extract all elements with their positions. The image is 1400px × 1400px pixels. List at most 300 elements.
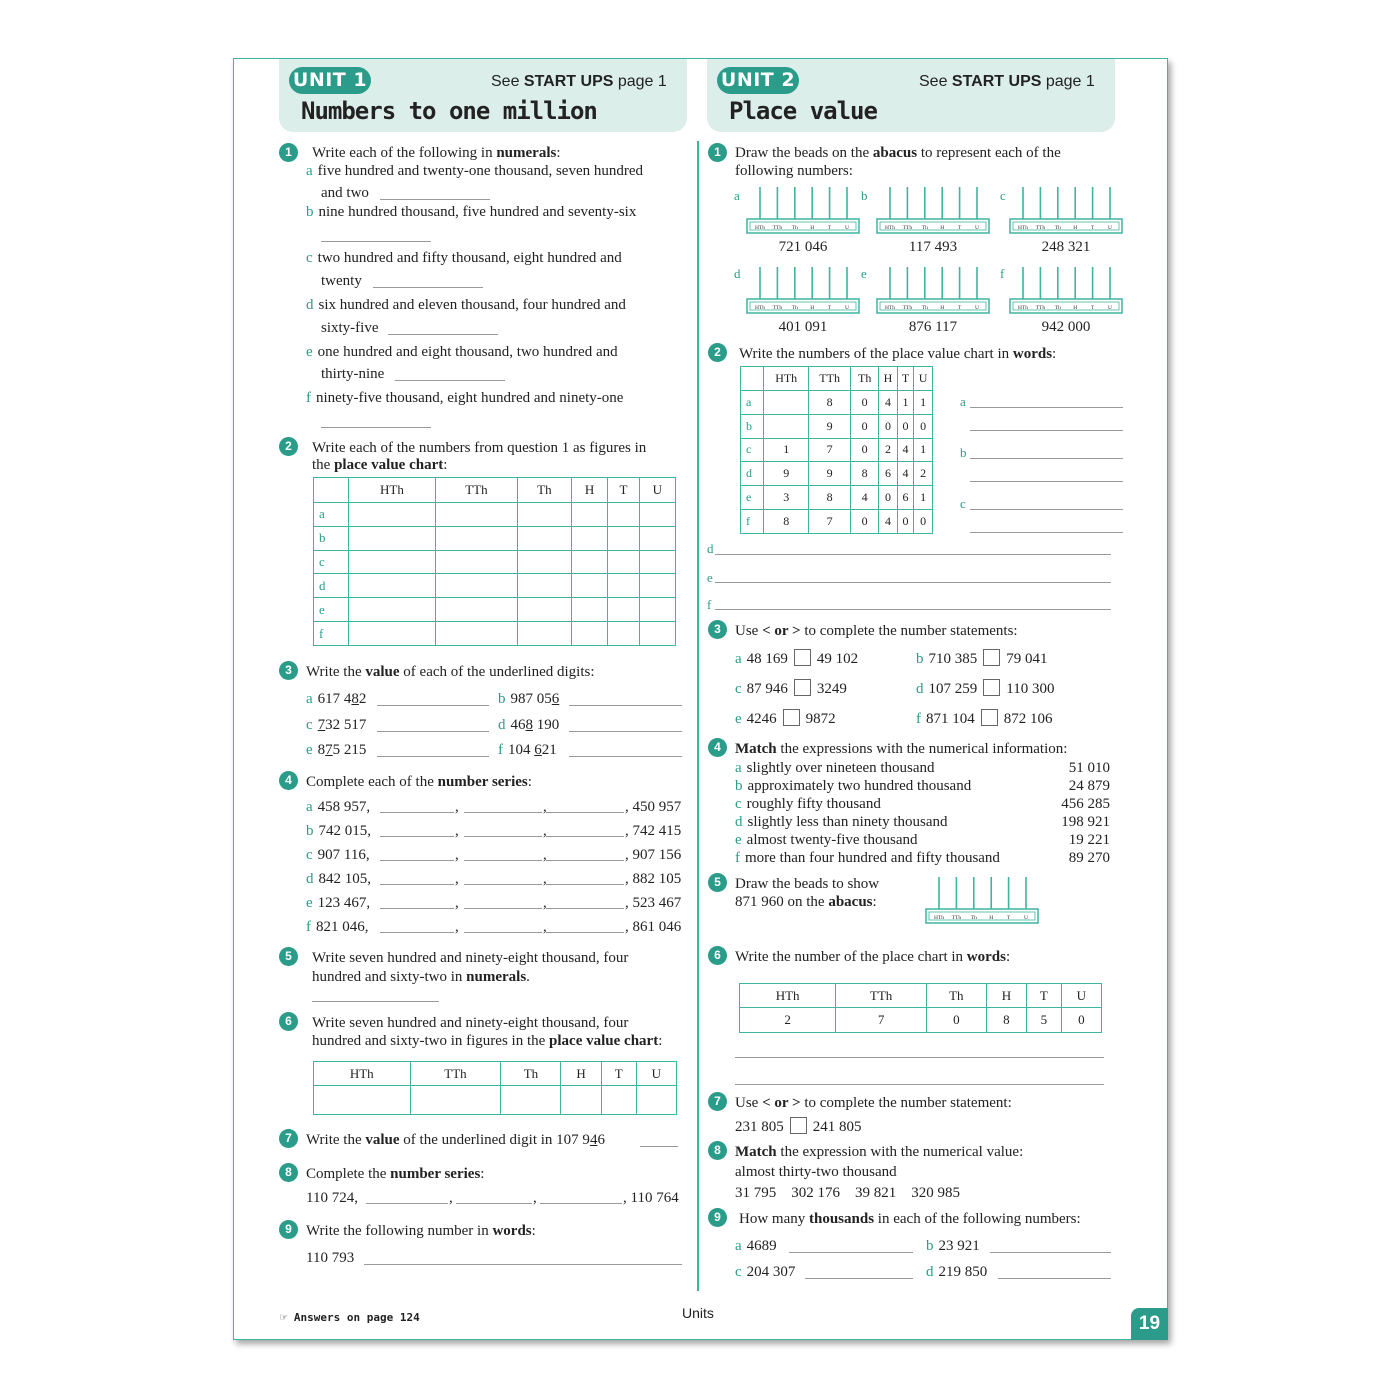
u1-q4-blank[interactable]: [464, 860, 542, 861]
column-header: U: [639, 478, 675, 503]
abacus-place-label: H: [940, 225, 945, 231]
column-header: TTh: [836, 984, 927, 1008]
u2-q9a-answer-line[interactable]: [789, 1252, 913, 1253]
answer-cell[interactable]: [435, 550, 517, 574]
u2-q2-instruction: Write the numbers of the place value chart in words:: [739, 346, 1057, 362]
u2-q1-abacus[interactable]: [876, 185, 990, 237]
u1-q1f-answer-line[interactable]: [321, 427, 431, 428]
u2-q3-statement: f 871 104 872 106: [916, 711, 1053, 727]
u2-q2c-answer-line-2[interactable]: [970, 532, 1123, 533]
u2-q3-statement: d 107 259 110 300: [916, 681, 1055, 697]
u1-q4-comma: ,: [455, 799, 459, 815]
abacus-place-label: HTh: [884, 225, 896, 231]
u2-q2-bottom-label: e: [707, 570, 713, 585]
abacus-place-label: Th: [921, 305, 928, 311]
u2-q7-statement: 231 805 241 805: [735, 1119, 862, 1135]
workbook-page: [233, 58, 1168, 1340]
u2-q2b-answer-line-2[interactable]: [970, 481, 1123, 482]
u1-q3c-answer-line[interactable]: [377, 731, 489, 732]
comparison-box[interactable]: [794, 649, 811, 666]
u2-q9b-answer-line[interactable]: [990, 1252, 1111, 1253]
u2-q4-value[interactable]: 456 285: [1061, 796, 1110, 812]
column-header: Th: [501, 1062, 561, 1086]
column-header: Th: [517, 478, 571, 503]
u2-q9d-answer-line[interactable]: [998, 1278, 1111, 1279]
digit-cell: 9: [809, 414, 851, 438]
u1-q3c: c 732 517: [306, 717, 367, 733]
u2-q9b: b 23 921: [926, 1238, 980, 1254]
abacus-place-label: TTh: [1035, 225, 1046, 231]
comparison-box[interactable]: [794, 679, 811, 696]
answer-cell[interactable]: [561, 1086, 601, 1115]
answer-cell[interactable]: [571, 503, 607, 527]
answer-cell[interactable]: [639, 598, 675, 622]
answer-cell[interactable]: [639, 503, 675, 527]
u1-q7-answer-line[interactable]: [640, 1146, 678, 1147]
column-header: HTh: [764, 367, 809, 391]
u1-q4-comma: ,: [543, 823, 547, 839]
row-label: f: [314, 622, 349, 646]
abacus-place-label: T: [957, 305, 962, 311]
u1-q6-instruction: Write seven hundred and ninety-eight thousand, four: [312, 1015, 629, 1031]
u2-q5-instruction-line2: 871 960 on the abacus:: [735, 894, 877, 910]
unit1-badge: UNIT 1: [289, 67, 371, 94]
column-header: HTh: [349, 478, 436, 503]
match-value[interactable]: 39 821: [855, 1185, 897, 1201]
comparison-box[interactable]: [981, 709, 998, 726]
u1-q4-comma: ,: [455, 847, 459, 863]
u1-q1d-answer-line[interactable]: [388, 334, 498, 335]
column-header: TTh: [410, 1062, 501, 1086]
u1-q8-number: 8: [279, 1163, 298, 1182]
answer-cell[interactable]: [517, 622, 571, 646]
section-label: Units: [682, 1305, 714, 1321]
answer-cell[interactable]: [517, 550, 571, 574]
abacus-place-label: H: [810, 305, 815, 311]
digit-cell: 0: [851, 414, 879, 438]
u1-q4-blank[interactable]: [546, 908, 624, 909]
match-value[interactable]: 302 176: [791, 1185, 840, 1201]
u1-q4-blank[interactable]: [546, 812, 624, 813]
u2-q6-answer-line-2[interactable]: [735, 1084, 1104, 1085]
u1-q1d: d six hundred and eleven thousand, four hundred and: [306, 297, 626, 313]
u2-q5-abacus[interactable]: [925, 875, 1039, 927]
u2-q6-number: 6: [708, 946, 727, 965]
answer-cell[interactable]: [636, 1086, 676, 1115]
u1-q1a: a five hundred and twenty-one thousand, seven hundred: [306, 163, 643, 179]
u2-q2-side-label: a: [960, 394, 966, 409]
row-label: a: [314, 503, 349, 527]
answer-cell[interactable]: [435, 598, 517, 622]
u1-q5-instruction: Write seven hundred and ninety-eight thousand, four: [312, 950, 629, 966]
column-header: H: [571, 478, 607, 503]
u1-q4-row: e 123 467,: [306, 895, 371, 911]
answer-cell[interactable]: [435, 526, 517, 550]
u1-q1-instruction: Write each of the following in numerals:: [312, 145, 561, 161]
u1-q4-end: , 861 046: [625, 919, 682, 935]
digit-cell: 1: [914, 486, 933, 510]
u1-q1b-answer-line[interactable]: [321, 241, 431, 242]
u2-q4-value[interactable]: 89 270: [1068, 850, 1110, 866]
u1-q4-comma: ,: [455, 895, 459, 911]
column-header: T: [608, 478, 639, 503]
comparison-box[interactable]: [983, 679, 1000, 696]
u1-q3-number: 3: [279, 661, 298, 680]
u1-q8-instruction: Complete the number series:: [306, 1166, 485, 1182]
answer-cell[interactable]: [517, 598, 571, 622]
row-label: b: [314, 526, 349, 550]
abacus-place-label: TTh: [951, 915, 962, 921]
u2-q9a: a 4689: [735, 1238, 777, 1254]
u1-q4-blank[interactable]: [380, 860, 454, 861]
abacus-place-label: TTh: [902, 225, 913, 231]
digit-cell: 1: [897, 390, 913, 414]
u2-q5-instruction: Draw the beads to show: [735, 876, 880, 892]
u1-q4-row: a 458 957,: [306, 799, 371, 815]
u2-q3-statement: e 4246 9872: [735, 711, 836, 727]
u1-q1a-answer-line[interactable]: [380, 199, 490, 200]
abacus-place-label: T: [827, 305, 832, 311]
u2-q1-abacus[interactable]: [746, 185, 860, 237]
u1-q3b: b 987 056: [498, 691, 560, 707]
digit-cell: 4: [897, 438, 913, 462]
column-divider: [697, 141, 699, 1291]
abacus-place-label: H: [1073, 225, 1078, 231]
u1-q3d: d 468 190: [498, 717, 560, 733]
answers-reference: ☞ Answers on page 124: [280, 1310, 420, 1324]
u2-q4-expression[interactable]: e almost twenty-five thousand: [735, 832, 918, 848]
u2-q2d-answer-line[interactable]: [715, 554, 1111, 555]
abacus-place-label: H: [940, 305, 945, 311]
answer-cell[interactable]: [435, 574, 517, 598]
pointing-hand-icon: ☞: [280, 1310, 288, 1324]
digit-cell: 0: [1061, 1008, 1101, 1033]
u2-q4-expression[interactable]: a slightly over nineteen thousand: [735, 760, 935, 776]
answer-cell[interactable]: [601, 1086, 636, 1115]
abacus-place-label: U: [1108, 225, 1112, 231]
answer-cell[interactable]: [349, 550, 436, 574]
abacus-place-label: HTh: [754, 305, 766, 311]
answer-cell[interactable]: [639, 526, 675, 550]
u2-q3-instruction: Use < or > to complete the number statements:: [735, 623, 1018, 639]
u1-q9-answer-line[interactable]: [364, 1264, 682, 1265]
u2-q2-bottom-label: f: [707, 597, 712, 612]
u1-q4-blank[interactable]: [546, 884, 624, 885]
column-header: TTh: [435, 478, 517, 503]
u1-q3f: f 104 621: [498, 742, 557, 758]
u1-q4-blank[interactable]: [380, 932, 454, 933]
u1-q4-blank[interactable]: [380, 836, 454, 837]
row-label: c: [314, 550, 349, 574]
digit-cell: 2: [914, 462, 933, 486]
u1-q8-comma: ,: [533, 1190, 537, 1206]
unit2-header: [707, 59, 1115, 132]
u1-q4-blank[interactable]: [546, 836, 624, 837]
u2-q3-statement: a 48 169 49 102: [735, 651, 859, 667]
digit-cell: 0: [914, 414, 933, 438]
u2-q7-instruction: Use < or > to complete the number statement:: [735, 1095, 1012, 1111]
abacus-place-label: H: [989, 915, 994, 921]
u1-q3d-answer-line[interactable]: [569, 731, 682, 732]
column-header: T: [1027, 984, 1062, 1008]
abacus-place-label: Th: [921, 225, 928, 231]
u1-q8-blank-2[interactable]: [456, 1203, 532, 1204]
u2-q9d: d 219 850: [926, 1264, 988, 1280]
abacus-place-label: HTh: [884, 305, 896, 311]
answer-cell[interactable]: [435, 622, 517, 646]
row-label: e: [314, 598, 349, 622]
answer-cell[interactable]: [639, 550, 675, 574]
u2-q8-number: 8: [708, 1141, 727, 1160]
u1-q1c: c two hundred and fifty thousand, eight hundred and: [306, 250, 622, 266]
u2-q1-abacus-number: 401 091: [778, 319, 828, 335]
u1-q1e-answer-line[interactable]: [395, 380, 505, 381]
answer-cell[interactable]: [608, 503, 639, 527]
u1-q4-end: , 882 105: [625, 871, 682, 887]
u1-q4-row: c 907 116,: [306, 847, 370, 863]
answer-cell[interactable]: [410, 1086, 501, 1115]
u2-q1-instruction: Draw the beads on the abacus to represent each of the: [735, 145, 1061, 161]
u2-q2e-answer-line[interactable]: [715, 582, 1111, 583]
abacus-place-label: HTh: [1017, 225, 1029, 231]
u1-q4-end: , 450 957: [625, 799, 682, 815]
answer-cell[interactable]: [314, 1086, 411, 1115]
digit-cell: 0: [851, 510, 879, 534]
u1-q3-instruction: Write the value of each of the underlined digits:: [306, 664, 595, 680]
digit-cell: 0: [851, 438, 879, 462]
answer-cell[interactable]: [608, 622, 639, 646]
u2-q2b-answer-line[interactable]: [970, 458, 1123, 459]
digit-cell: 3: [764, 486, 809, 510]
u2-q4-expression[interactable]: b approximately two hundred thousand: [735, 778, 972, 794]
u1-q4-blank[interactable]: [380, 884, 454, 885]
abacus-place-label: Th: [791, 225, 798, 231]
u2-q1-item-label: d: [734, 266, 741, 281]
u2-q1-abacus-number: 876 117: [908, 319, 958, 335]
u1-q4-blank[interactable]: [464, 836, 542, 837]
answer-cell[interactable]: [639, 574, 675, 598]
answer-cell[interactable]: [608, 574, 639, 598]
column-header: Th: [926, 984, 986, 1008]
u1-q4-row: d 842 105,: [306, 871, 371, 887]
u2-q2f-answer-line[interactable]: [715, 609, 1111, 610]
u2-q9-instruction: How many thousands in each of the following numbers:: [739, 1211, 1081, 1227]
answer-cell[interactable]: [517, 574, 571, 598]
digit-cell: 8: [851, 462, 879, 486]
abacus-place-label: TTh: [772, 225, 783, 231]
answer-cell[interactable]: [349, 526, 436, 550]
answer-cell[interactable]: [349, 622, 436, 646]
answer-cell[interactable]: [517, 503, 571, 527]
u1-q8-start: 110 724,: [306, 1190, 358, 1206]
u1-q1e: e one hundred and eight thousand, two hundred and: [306, 344, 618, 360]
u1-q4-comma: ,: [543, 799, 547, 815]
column-header: T: [897, 367, 913, 391]
u1-q7-instruction: Write the value of the underlined digit in 107 946: [306, 1132, 605, 1148]
u2-q2a-answer-line[interactable]: [970, 407, 1123, 408]
abacus-place-label: HTh: [754, 225, 766, 231]
u2-q4-expression[interactable]: f more than four hundred and fifty thousand: [735, 850, 1000, 866]
answer-cell[interactable]: [608, 598, 639, 622]
u1-q3e-answer-line[interactable]: [377, 756, 489, 757]
u1-q4-blank[interactable]: [380, 812, 454, 813]
digit-cell: 7: [809, 438, 851, 462]
comparison-box[interactable]: [790, 1117, 807, 1134]
u2-q6-answer-line[interactable]: [735, 1057, 1104, 1058]
digit-cell: 8: [764, 510, 809, 534]
u1-q3b-answer-line[interactable]: [569, 705, 682, 706]
u2-q1-abacus[interactable]: [1009, 185, 1123, 237]
abacus-place-label: H: [810, 225, 815, 231]
u1-q4-blank[interactable]: [464, 884, 542, 885]
unit1-see-reference: See START UPS page 1: [491, 73, 667, 90]
digit-cell: 6: [879, 462, 898, 486]
u2-q4-expression[interactable]: c roughly fifty thousand: [735, 796, 881, 812]
answer-cell[interactable]: [608, 526, 639, 550]
u1-q3f-answer-line[interactable]: [569, 756, 682, 757]
answer-cell[interactable]: [571, 550, 607, 574]
u2-q4-value[interactable]: 51 010: [1068, 760, 1110, 776]
u1-q5-answer-line[interactable]: [312, 1001, 439, 1002]
u2-q2-side-label: c: [960, 496, 966, 511]
u2-q4-instruction: Match the expressions with the numerical information:: [735, 741, 1068, 757]
digit-cell: 4: [897, 462, 913, 486]
u1-q4-blank[interactable]: [464, 908, 542, 909]
row-label: d: [314, 574, 349, 598]
answer-cell[interactable]: [517, 526, 571, 550]
u2-q1-abacus[interactable]: [1009, 265, 1123, 317]
u1-q3a: a 617 482: [306, 691, 367, 707]
u2-q2c-answer-line[interactable]: [970, 509, 1123, 510]
match-value[interactable]: 31 795: [735, 1185, 777, 1201]
match-value[interactable]: 320 985: [911, 1185, 960, 1201]
answer-cell[interactable]: [501, 1086, 561, 1115]
u2-q5-number: 5: [708, 873, 727, 892]
u1-q1a-line2: and two: [321, 185, 369, 201]
u2-q4-expression[interactable]: d slightly less than ninety thousand: [735, 814, 948, 830]
u1-q5-number: 5: [279, 947, 298, 966]
answer-cell[interactable]: [639, 622, 675, 646]
u2-q7-number: 7: [708, 1092, 727, 1111]
unit1-title: Numbers to one million: [301, 97, 597, 125]
u2-q9-number: 9: [708, 1208, 727, 1227]
u1-q9-number: 9: [279, 1220, 298, 1239]
u1-q8-blank-1[interactable]: [366, 1203, 448, 1204]
answer-cell[interactable]: [608, 550, 639, 574]
answer-cell[interactable]: [571, 598, 607, 622]
u1-q1c-answer-line[interactable]: [373, 287, 483, 288]
u1-q4-blank[interactable]: [546, 860, 624, 861]
comparison-box[interactable]: [983, 649, 1000, 666]
u2-q1-instruction-line2: following numbers:: [735, 163, 853, 179]
u1-q1f: f ninety-five thousand, eight hundred and ninety-one: [306, 390, 624, 406]
u1-q1d-line2: sixty-five: [321, 320, 379, 336]
u1-q6-number: 6: [279, 1012, 298, 1031]
u2-q3-statement: b 710 385 79 041: [916, 651, 1048, 667]
digit-cell: 2: [879, 438, 898, 462]
u1-q8-blank-3[interactable]: [540, 1203, 622, 1204]
abacus-place-label: Th: [1054, 305, 1061, 311]
answer-cell[interactable]: [571, 622, 607, 646]
u2-q1-item-label: b: [861, 188, 868, 203]
u1-q4-row: b 742 015,: [306, 823, 371, 839]
u1-q1b: b nine hundred thousand, five hundred and seventy-six: [306, 204, 637, 220]
u2-q2a-answer-line-2[interactable]: [970, 430, 1123, 431]
u1-q4-end: , 742 415: [625, 823, 682, 839]
u1-q2-place-value-chart: [313, 477, 676, 646]
digit-cell: 7: [836, 1008, 927, 1033]
digit-cell: 0: [914, 510, 933, 534]
u1-q4-end: , 523 467: [625, 895, 682, 911]
u2-q4-value[interactable]: 24 879: [1068, 778, 1110, 794]
u2-q1-abacus[interactable]: [876, 265, 990, 317]
u1-q3e: e 875 215: [306, 742, 367, 758]
abacus-place-label: Th: [970, 915, 977, 921]
u1-q4-blank[interactable]: [546, 932, 624, 933]
digit-cell: 0: [879, 486, 898, 510]
u1-q1-number: 1: [279, 143, 298, 162]
answer-cell[interactable]: [349, 574, 436, 598]
abacus-place-label: T: [827, 225, 832, 231]
digit-cell: 2: [740, 1008, 836, 1033]
abacus-place-label: HTh: [1017, 305, 1029, 311]
u2-q9c-answer-line[interactable]: [805, 1278, 913, 1279]
column-header: HTh: [740, 984, 836, 1008]
u2-q4-value[interactable]: 19 221: [1068, 832, 1110, 848]
digit-cell: 9: [809, 462, 851, 486]
u2-q8-expression: almost thirty-two thousand: [735, 1164, 897, 1180]
column-header: H: [986, 984, 1026, 1008]
u2-q1-item-label: f: [1000, 266, 1005, 281]
column-header: U: [1061, 984, 1101, 1008]
u1-q4-blank[interactable]: [464, 932, 542, 933]
u1-q4-blank[interactable]: [464, 812, 542, 813]
u2-q1-item-label: e: [861, 266, 867, 281]
abacus-place-label: U: [975, 225, 979, 231]
u2-q1-item-label: c: [1000, 188, 1006, 203]
column-header: U: [636, 1062, 676, 1086]
answer-cell[interactable]: [571, 526, 607, 550]
u2-q6-instruction: Write the number of the place chart in words:: [735, 949, 1011, 965]
u2-q1-item-label: a: [734, 188, 740, 203]
abacus-place-label: U: [845, 305, 849, 311]
digit-cell: 8: [986, 1008, 1026, 1033]
answer-cell[interactable]: [349, 598, 436, 622]
answer-cell[interactable]: [435, 503, 517, 527]
digit-cell: [764, 414, 809, 438]
abacus-place-label: T: [1090, 305, 1095, 311]
digit-cell: 5: [1027, 1008, 1062, 1033]
u2-q4-value[interactable]: 198 921: [1061, 814, 1110, 830]
u2-q8-values: [735, 1184, 960, 1202]
digit-cell: 8: [809, 390, 851, 414]
u2-q3-number: 3: [708, 620, 727, 639]
column-header: H: [561, 1062, 601, 1086]
u2-q9c: c 204 307: [735, 1264, 796, 1280]
answer-cell[interactable]: [571, 574, 607, 598]
u1-q4-comma: ,: [543, 847, 547, 863]
u1-q4-blank[interactable]: [380, 908, 454, 909]
answer-cell[interactable]: [349, 503, 436, 527]
column-header: Th: [851, 367, 879, 391]
digit-cell: 6: [897, 486, 913, 510]
u2-q1-abacus[interactable]: [746, 265, 860, 317]
abacus-place-label: HTh: [933, 915, 945, 921]
u1-q3a-answer-line[interactable]: [377, 705, 489, 706]
u1-q1e-line2: thirty-nine: [321, 366, 385, 382]
u2-q1-abacus-number: 117 493: [908, 239, 958, 255]
comparison-box[interactable]: [783, 709, 800, 726]
